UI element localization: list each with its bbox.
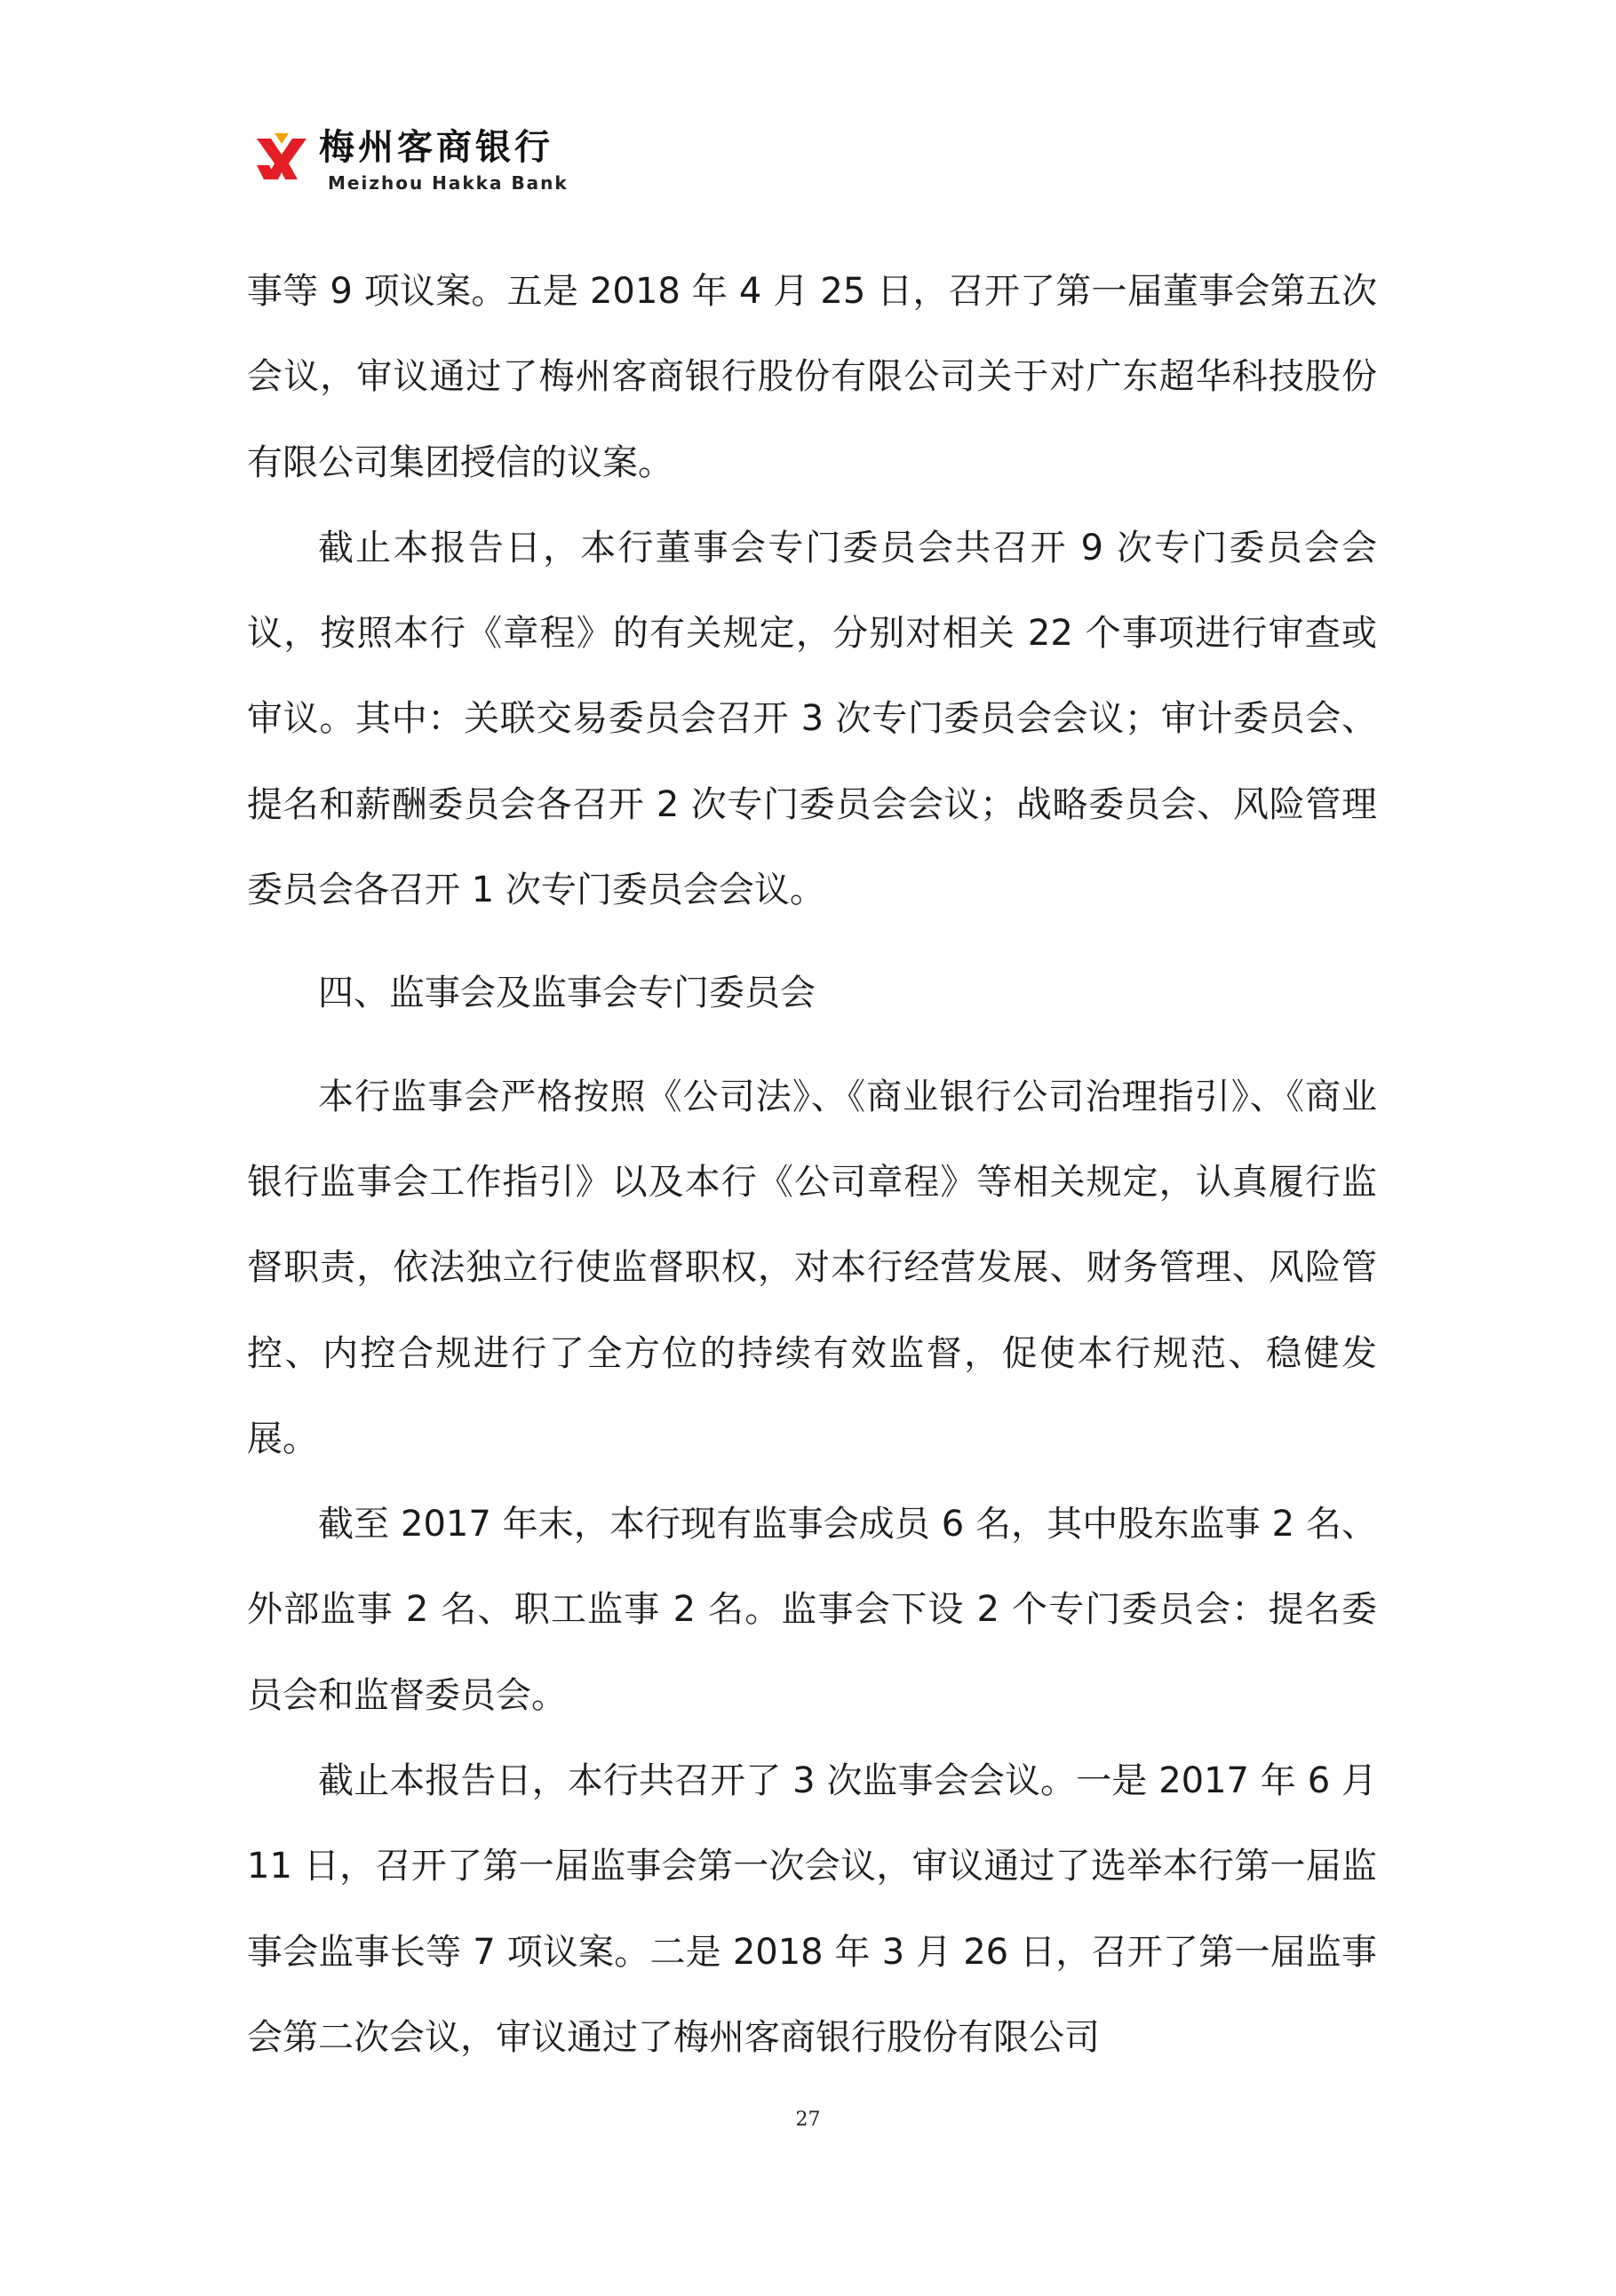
page-header [253, 124, 609, 204]
section-heading: 四、监事会及监事会专门委员会 [318, 973, 816, 1014]
document-body [247, 249, 1377, 2080]
paragraph-continued: 事等 9 项议案。五是 2018 年 4 月 25 日，召开了第一届董事会第五次会议，审议通过了梅州客商银行股份有限公司关于对广东超华科技股份有限公司集团授信的议案。 [247, 271, 1377, 483]
paragraph-board-committees: 截止本报告日，本行董事会专门委员会共召开 9 次专门委员会会议，按照本行《章程》的有关规定，分别对相关 22 个事项进行审查或审议。其中：关联交易委员会召开 3 次专门委员会会议；审计委员会、提名和薪酬委员会各召开 2 次专门委员会会议；战略委员会、风险管理委员会各召开 1 次专门委员会会议。 [247, 527, 1377, 911]
page-number: 27 [795, 2109, 821, 2131]
paragraph-supervisory-members: 截至 2017 年末，本行现有监事会成员 6 名，其中股东监事 2 名、外部监事 2 名、职工监事 2 名。监事会下设 2 个专门委员会：提名委员会和监督委员会。 [247, 1504, 1377, 1716]
paragraph-supervisory-duties: 本行监事会严格按照《公司法》、《商业银行公司治理指引》、《商业银行监事会工作指引》以及本行《公司章程》等相关规定，认真履行监督职责，依法独立行使监督职权，对本行经营发展、财务管理、风险管控、内控合规进行了全方位的持续有效监督，促使本行规范、稳健发展。 [247, 1076, 1377, 1459]
paragraph-supervisory-meetings: 截止本报告日，本行共召开了 3 次监事会会议。一是 2017 年 6 月 11 日，召开了第一届监事会第一次会议，审议通过了选举本行第一届监事会监事长等 7 项议案。二是 2018 年 3 月 26 日，召开了第一届监事会第二次会议，审议通过了梅州客商银行股份有限公司 [247, 1760, 1377, 2058]
bank-name-cn: 梅州客商银行 [319, 126, 553, 168]
bank-name-en: Meizhou Hakka Bank [328, 172, 569, 194]
bank-logo-icon [253, 130, 310, 187]
